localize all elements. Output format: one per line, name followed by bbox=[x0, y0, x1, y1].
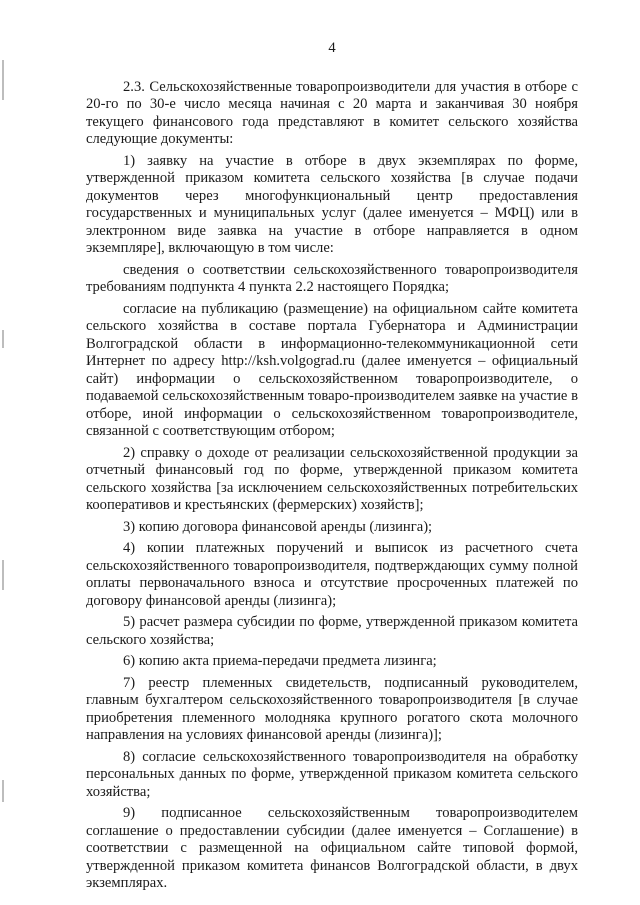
document-page bbox=[86, 40, 578, 897]
paragraph-2-3: 2.3. Сельскохозяйственные товаропроизводители для участия в отборе с 20-го по 30-е число месяца начиная с 20 марта и заканчивая 30 ноября текущего финансового года представляют в комитет сельского хозяйства следующие документы: bbox=[86, 78, 578, 147]
item-1-publication-consent: согласие на публикацию (размещение) на официальном сайте комитета сельского хозяйства в составе портала Губернатора и Администрации Волгоградской области в информационно-телекоммуникационной сети Интернет по адресу http://ksh.volgograd.ru (далее именуется – официальный сайт) информации о сельскохозяйственном товаропроизводителе, о подаваемой сельскохозяйственным товаро-производителем заявке на участие в отборе, иной информации о сельскохозяйственном товаропроизводителе, связанной с соответствующим отбором; bbox=[86, 300, 578, 439]
item-8-data-consent: 8) согласие сельскохозяйственного товаропроизводителя на обработку персональных данных по форме, утвержденной приказом комитета сельского хозяйства; bbox=[86, 748, 578, 800]
item-3-leasing-contract: 3) копию договора финансовой аренды (лизинга); bbox=[123, 518, 433, 535]
item-2-income-certificate: 2) справку о доходе от реализации сельскохозяйственной продукции за отчетный финансовый год по форме, утвержденной приказом комитета сельского хозяйства [за исключением сельскохозяйственных потребительских кооперативов и крестьянских (фермерских) хозяйств]; bbox=[86, 444, 578, 513]
item-7-breeding-register: 7) реестр племенных свидетельств, подписанный руководителем, главным бухгалтером сельскохозяйственного товаропроизводителя [в случае приобретения племенного молодняка крупного рогатого скота молочного направления на условиях финансовой аренды (лизинга)]; bbox=[86, 674, 578, 743]
item-6-acceptance-act: 6) копию акта приема-передачи предмета лизинга; bbox=[123, 653, 437, 669]
scan-edge-marks bbox=[2, 0, 6, 905]
item-4-payment-orders: 4) копии платежных поручений и выписок из расчетного счета сельскохозяйственного товаропроизводителя, подтверждающих сумму полной оплаты первоначального взноса и отсутствие просроченных платежей по договору финансовой аренды (лизинга); bbox=[86, 540, 578, 609]
item-5-subsidy-calculation: 5) расчет размера субсидии по форме, утвержденной приказом комитета сельского хозяйства; bbox=[86, 614, 578, 648]
item-1-compliance-info: сведения о соответствии сельскохозяйственного товаропроизводителя требованиям подпункта 4 пункта 2.2 настоящего Порядка; bbox=[86, 261, 578, 295]
item-9-agreement: 9) подписанное сельскохозяйственным товаропроизводителем соглашение о предоставлении субсидии (далее именуется – Соглашение) в соответствии с размещенной на официальном сайте типовой формой, утвержденной приказом комитета финансов Волгоградской области, в двух экземплярах. bbox=[86, 805, 578, 891]
page-number: 4 bbox=[328, 40, 336, 56]
item-1-application: 1) заявку на участие в отборе в двух экземплярах по форме, утвержденной приказом комитета сельского хозяйства [в случае подачи документов через многофункциональный центр предоставления государственных и муниципальных услуг (далее именуется – МФЦ) или в электронном виде заявка на участие в отборе направляется в одном экземпляре], включающую в том числе: bbox=[86, 152, 578, 256]
